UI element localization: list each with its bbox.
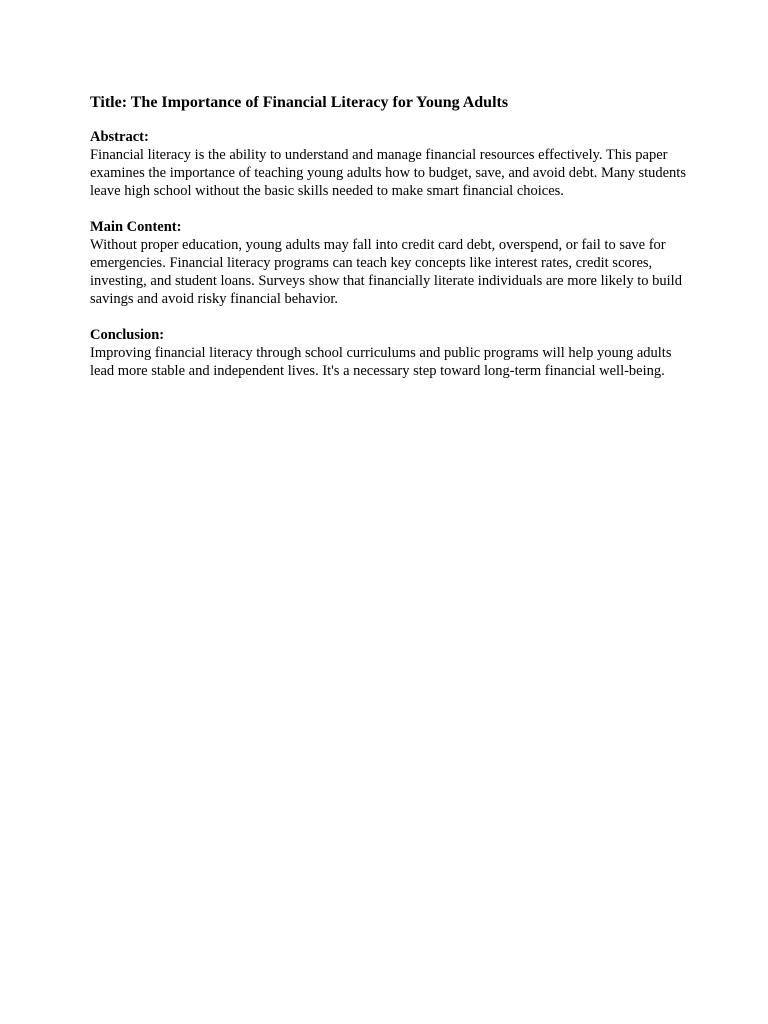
section-body-conclusion: Improving financial literacy through school curriculums and public programs will help young adults lead more stable and independent lives. It's a necessary step toward long-term financial well-being. (90, 345, 672, 379)
document-page (90, 92, 690, 398)
section-heading-conclusion: Conclusion: (90, 327, 165, 343)
section-main-content (90, 218, 690, 308)
section-body-main-content: Without proper education, young adults may fall into credit card debt, overspend, or fail to save for emergencies. Financial literacy programs can teach key concepts like interest rates, credit scores, investing, and student loans. Surveys show that financially literate individuals are more likely to build savings and avoid risky financial behavior. (90, 237, 682, 307)
section-abstract (90, 128, 690, 200)
section-conclusion (90, 326, 690, 380)
section-body-abstract: Financial literacy is the ability to understand and manage financial resources effectively. This paper examines the importance of teaching young adults how to budget, save, and avoid debt. Many students leave high school without the basic skills needed to make smart financial choices. (90, 147, 686, 199)
document-title: Title: The Importance of Financial Literacy for Young Adults (90, 94, 509, 111)
section-heading-main-content: Main Content: (90, 219, 182, 235)
section-heading-abstract: Abstract: (90, 129, 149, 145)
